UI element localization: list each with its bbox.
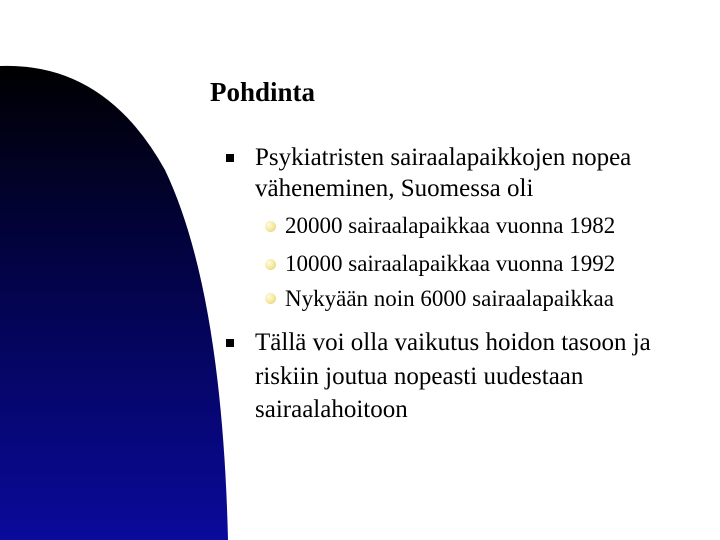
bullet-2-line-2: riskiin joutua nopeasti uudestaan (255, 363, 584, 390)
slide-title: Pohdinta (210, 77, 316, 107)
bullet-1-line-2: väheneminen, Suomessa oli (255, 175, 534, 202)
sub-bullet-marker (265, 293, 276, 304)
bullet-marker (226, 339, 234, 347)
bullet-marker (226, 154, 234, 162)
bullet-1-line-1: Psykiatristen sairaalapaikkojen nopea (255, 144, 632, 171)
bullet-2-line-3: sairaalahoitoon (255, 396, 408, 423)
sub-bullet-marker (265, 259, 276, 270)
sub-bullet-2: 10000 sairaalapaikkaa vuonna 1992 (285, 251, 616, 276)
sub-bullet-3: Nykyään noin 6000 sairaalapaikkaa (285, 286, 614, 311)
sub-bullet-1: 20000 sairaalapaikkaa vuonna 1982 (285, 213, 616, 238)
bullet-2-line-1: Tällä voi olla vaikutus hoidon tasoon ja (255, 329, 651, 356)
sub-bullet-marker (265, 221, 276, 232)
